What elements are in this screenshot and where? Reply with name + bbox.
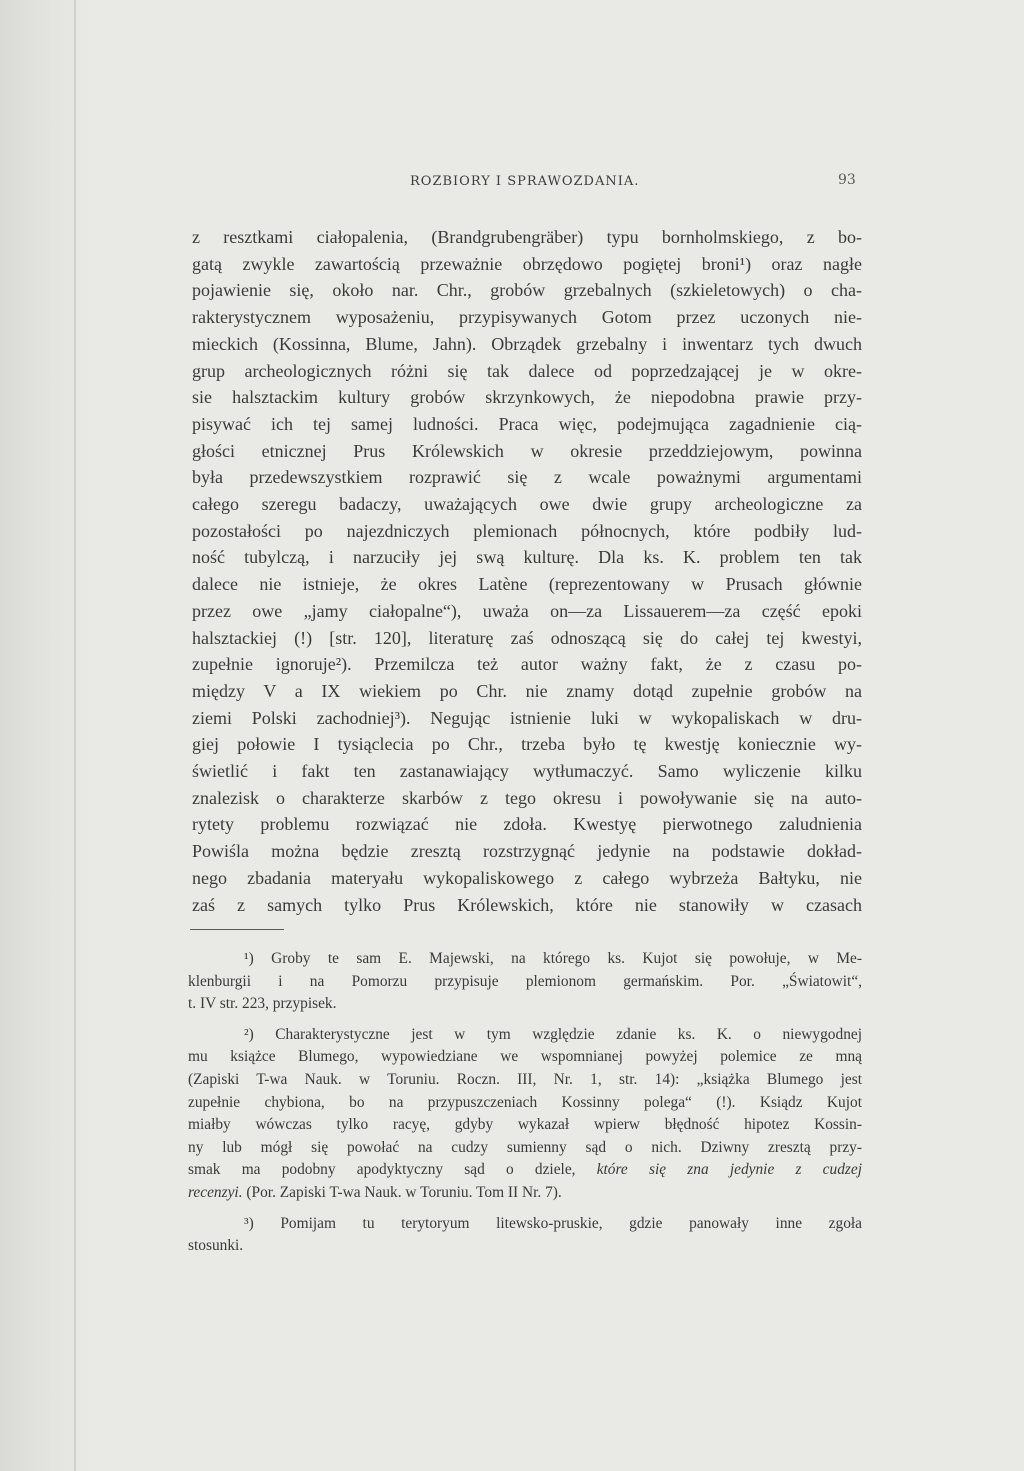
footnote-3 — [188, 1213, 862, 1258]
footnote-1 — [188, 948, 862, 1016]
text-line: giej połowie I tysiąclecia po Chr., trzeba było tę kwestję koniecznie wy- — [192, 734, 862, 755]
text-line: Powiśla można będzie zresztą rozstrzygnąć jedynie na podstawie dokład- — [192, 841, 862, 862]
footnote-line: mu książce Blumego, wypowiedziane we wspomnianej powyżej polemice ze mną — [188, 1048, 862, 1066]
footnote-line: stosunki. — [188, 1237, 244, 1255]
text-line: była przedewszystkiem rozprawić się z wcale poważnymi argumentami — [192, 467, 862, 488]
text-line: głości etnicznej Prus Królewskich w okresie przeddziejowym, powinna — [192, 440, 862, 461]
footnotes — [188, 948, 862, 1258]
binding-gutter — [0, 0, 90, 1471]
footnote-line: t. IV str. 223, przypisek. — [188, 995, 337, 1013]
footnote-text: smak ma podobny apodyktyczny sąd o dziele, — [188, 1161, 576, 1179]
footnote-italic-text: recenzyi. — [188, 1183, 243, 1201]
footnote-line: klenburgii i na Pomorzu przypisuje plemionom germańskim. Por. „Światowit“, — [188, 972, 862, 990]
text-line: zaś z samych tylko Prus Królewskich, które nie stanowiły w czasach — [192, 894, 862, 915]
footnote-line: ²) Charakterystyczne jest w tym względzie zdanie ks. K. o niewygodnej — [244, 1025, 862, 1043]
text-line: przez owe „jamy ciałopalne“), uważa on—za Lissauerem—za część epoki — [192, 600, 862, 621]
footnote-line: zupełnie chybiona, bo na przypuszczeniach Kossinny polega“ (!). Ksiądz Kujot — [188, 1093, 862, 1111]
footnote-text: (Por. Zapiski T-wa Nauk. w Toruniu. Tom II Nr. 7). — [242, 1183, 562, 1201]
text-line: między V a IX wiekiem po Chr. nie znamy dotąd zupełnie grobów na — [192, 680, 862, 701]
running-head: ROZBIORY I SPRAWOZDANIA. — [410, 174, 640, 189]
text-line: rakterystycznem wyposażeniu, przypisywanych Gotom przez uczonych nie- — [192, 307, 862, 328]
text-line: rytety problemu rozwiązać nie zdoła. Kwestyę pierwotnego zaludnienia — [192, 814, 862, 835]
text-line: halsztackiej (!) [str. 120], literaturę zaś odnoszącą się do całej tej kwestyi, — [192, 627, 862, 648]
page-number: 93 — [838, 172, 856, 188]
footnote-line-mixed — [188, 1182, 862, 1205]
text-line: pozostałości po najezdniczych plemionach północnych, które podbiły lud- — [192, 520, 862, 541]
text-line: znalezisk o charakterze skarbów z tego okresu i powoływanie się na auto- — [192, 787, 862, 808]
text-line: z resztkami ciałopalenia, (Brandgrubengräber) typu bornholmskiego, z bo- — [192, 227, 862, 247]
text-line: całego szeregu badaczy, uważających owe dwie grupy archeologiczne za — [192, 494, 862, 515]
text-line: sie halsztackim kultury grobów skrzynkowych, że niepodobna prawie przy- — [192, 387, 862, 408]
footnote-italic-text: które się zna jedynie z cudzej — [596, 1161, 862, 1179]
text-line: mieckich (Kossinna, Blume, Jahn). Obrządek grzebalny i inwentarz tych dwuch — [192, 333, 862, 354]
text-line: pisywać ich tej samej ludności. Praca więc, podejmująca zagadnienie cią- — [192, 413, 862, 434]
text-line: gatą zwykle zawartością przeważnie obrzędowo pogiętej broni¹) oraz nagłe — [192, 253, 862, 274]
text-line: świetlić i fakt ten zastanawiający wytłumaczyć. Samo wyliczenie kilku — [192, 761, 862, 782]
footnote-2 — [188, 1024, 862, 1205]
footnote-line: ³) Pomijam tu terytoryum litewsko-pruskie, gdzie panowały inne zgoła — [244, 1214, 862, 1232]
footnote-line: ¹) Groby te sam E. Majewski, na którego ks. Kujot się powołuje, w Me- — [244, 950, 862, 967]
footnote-separator — [190, 929, 284, 930]
text-line: nego zbadania materyału wykopaliskowego z całego wybrzeża Bałtyku, nie — [192, 867, 862, 888]
page-header — [0, 170, 1024, 196]
text-line: dalece nie istnieje, że okres Latène (reprezentowany w Prusach głównie — [192, 574, 862, 595]
gutter-shadow-line — [74, 0, 76, 1471]
text-line: grup archeologicznych różni się tak dalece od poprzedzającej je w okre- — [192, 360, 862, 381]
text-line: ziemi Polski zachodniej³). Negując istnienie luki w wykopaliskach w dru- — [192, 707, 862, 728]
footnote-line-mixed — [188, 1159, 862, 1182]
footnote-line: miałby wówczas tylko racyę, gdyby wykazał wpierw błędność hipotez Kossin- — [188, 1116, 862, 1134]
main-text — [192, 224, 862, 918]
text-line: pojawienie się, około nar. Chr., grobów grzebalnych (szkieletowych) o cha- — [192, 280, 862, 301]
footnote-line: (Zapiski T-wa Nauk. w Toruniu. Roczn. III, Nr. 1, str. 14): „książka Blumego jest — [188, 1070, 862, 1088]
text-line: ność tubylczą, i narzuciły jej swą kulturę. Dla ks. K. problem ten tak — [192, 547, 862, 568]
text-line: zupełnie ignoruje²). Przemilcza też autor ważny fakt, że z czasu po- — [192, 654, 862, 675]
footnote-line: ny lub mógł się powołać na cudzy sumienny sąd o nich. Dziwny zresztą przy- — [188, 1138, 862, 1156]
